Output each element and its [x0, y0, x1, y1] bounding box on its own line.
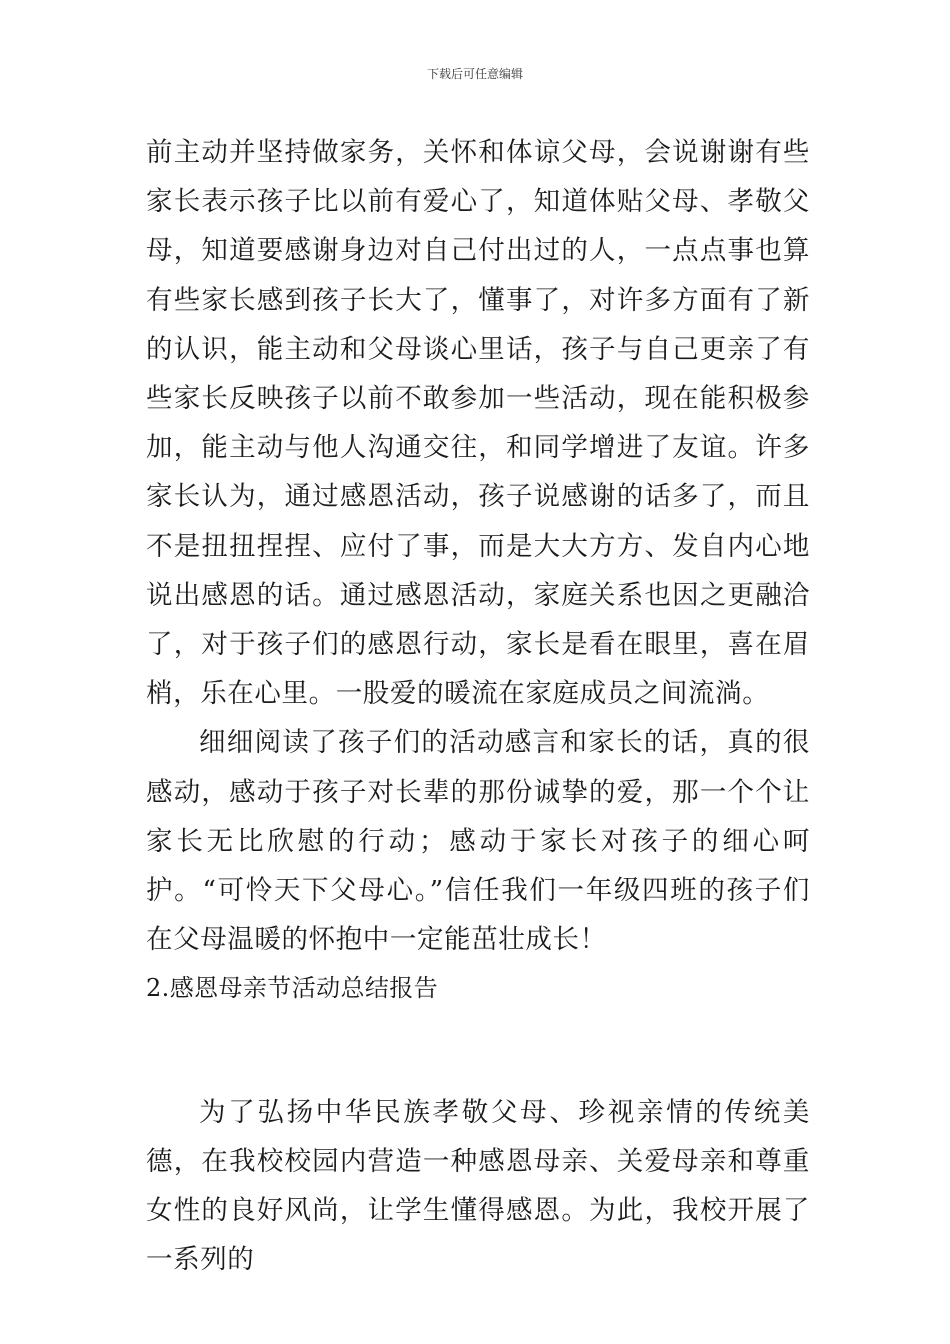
section-heading: 2.感恩母亲节活动总结报告 — [146, 974, 439, 1003]
paragraph-mothers-day-intro: 为了弘扬中华民族孝敬父母、珍视亲情的传统美德，在我校校园内营造一种感恩母亲、关爱母亲和尊重女性的良好风尚，让学生懂得感恩。为此，我校开展了一系列的 — [146, 1096, 810, 1276]
paragraph-parent-feedback: 前主动并坚持做家务，关怀和体谅父母，会说谢谢有些家长表示孩子比以前有爱心了，知道体贴父母、孝敬父母，知道要感谢身边对自己付出过的人，一点点事也算有些家长感到孩子长大了，懂事了，对许多方面有了新的认识，能主动和父母谈心里话，孩子与自己更亲了有些家长反映孩子以前不敢参加一些活动，现在能积极参加，能主动与他人沟通交往，和同学增进了友谊。许多家长认为，通过感恩活动，孩子说感谢的话多了，而且不是扭扭捏捏、应付了事，而是大大方方、发自内心地说出感恩的话。通过感恩活动，家庭关系也因之更融洽了，对于孩子们的感恩行动，家长是看在眼里，喜在眉梢，乐在心里。一股爱的暖流在家庭成员之间流淌。 — [146, 137, 810, 710]
page-header-note: 下载后可任意编辑 — [426, 67, 523, 81]
document-body — [146, 128, 810, 1284]
section-spacer — [146, 1014, 810, 1088]
paragraph-reflection: 细细阅读了孩子们的活动感言和家长的话，真的很感动，感动于孩子对长辈的那份诚挚的爱，那一个个让家长无比欣慰的行动；感动于家长对孩子的细心呵护。“可怜天下父母心。”信任我们一年级四班的孩子们在父母温暖的怀抱中一定能茁壮成长！ — [146, 727, 810, 956]
